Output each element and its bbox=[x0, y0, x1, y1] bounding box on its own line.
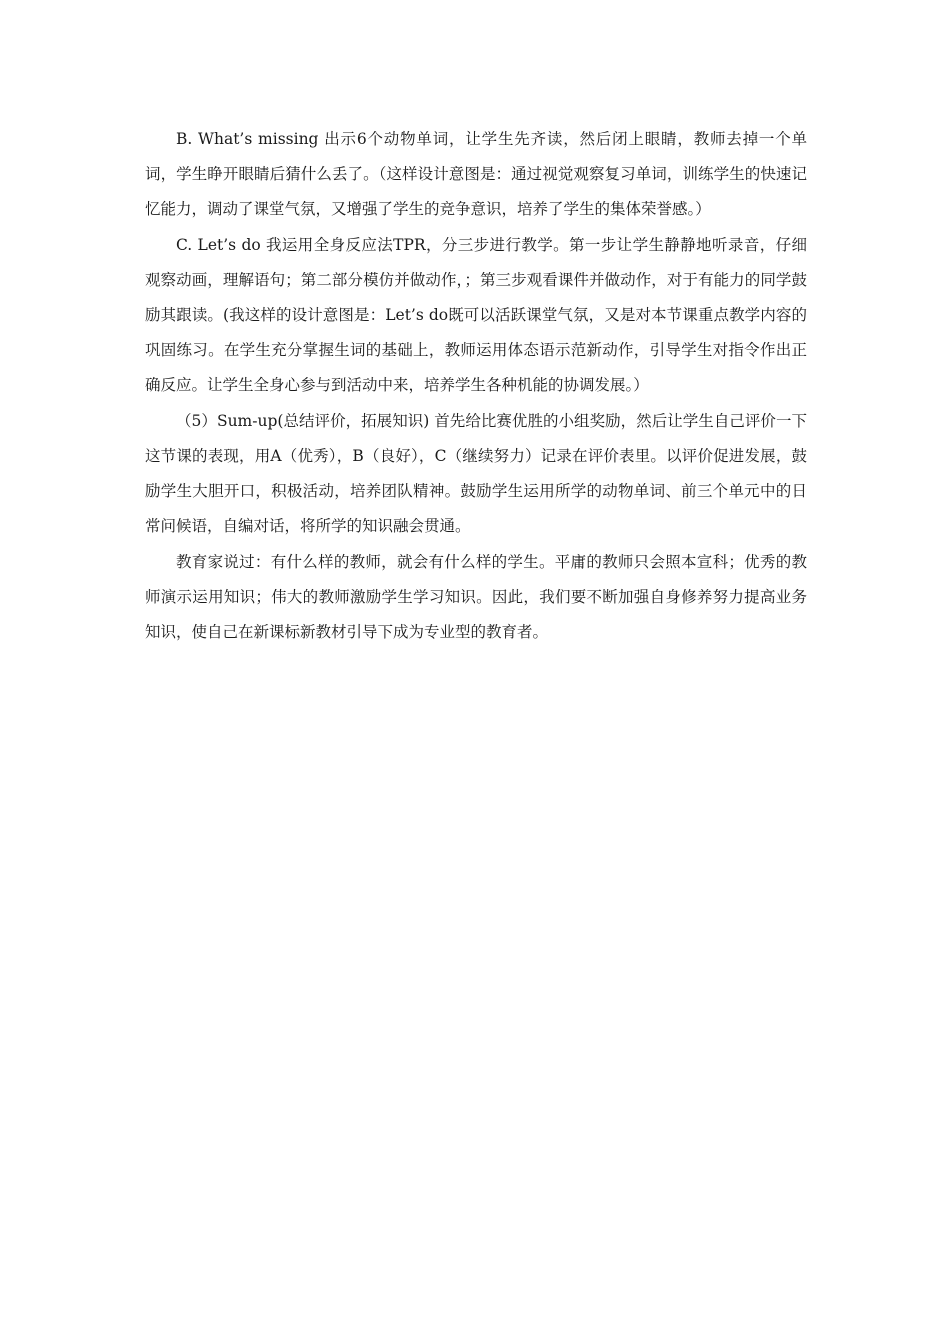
paragraph-conclusion: 教育家说过：有什么样的教师，就会有什么样的学生。平庸的教师只会照本宣科；优秀的教师演示运用知识；伟大的教师激励学生学习知识。因此，我们要不断加强自身修养努力提高业务知识，使自己在新课标新教材引导下成为专业型的教育者。 bbox=[145, 553, 807, 641]
paragraph-lets-do: C. Let’s do 我运用全身反应法TPR，分三步进行教学。第一步让学生静静地听录音，仔细观察动画，理解语句；第二部分模仿并做动作，；第三步观看课件并做动作，对于有能力的同学鼓励其跟读。(我这样的设计意图是：Let’s do既可以活跃课堂气氛，又是对本节课重点教学内容的巩固练习。在学生充分掌握生词的基础上，教师运用体态语示范新动作，引导学生对指令作出正确反应。让学生全身心参与到活动中来，培养学生各种机能的协调发展。） bbox=[145, 236, 807, 394]
paragraph-whats-missing: B. What’s missing 出示6个动物单词，让学生先齐读，然后闭上眼睛，教师去掉一个单词，学生睁开眼睛后猜什么丢了。（这样设计意图是：通过视觉观察复习单词，训练学生的快速记忆能力，调动了课堂气氛，又增强了学生的竞争意识，培养了学生的集体荣誉感。） bbox=[145, 130, 807, 218]
paragraph-sum-up: （5）Sum-up(总结评价，拓展知识) 首先给比赛优胜的小组奖励，然后让学生自己评价一下这节课的表现，用A（优秀），B（良好），C（继续努力）记录在评价表里。以评价促进发展，鼓励学生大胆开口，积极活动，培养团队精神。鼓励学生运用所学的动物单词、前三个单元中的日常问候语，自编对话，将所学的知识融会贯通。 bbox=[145, 412, 807, 535]
document-body bbox=[145, 122, 807, 651]
